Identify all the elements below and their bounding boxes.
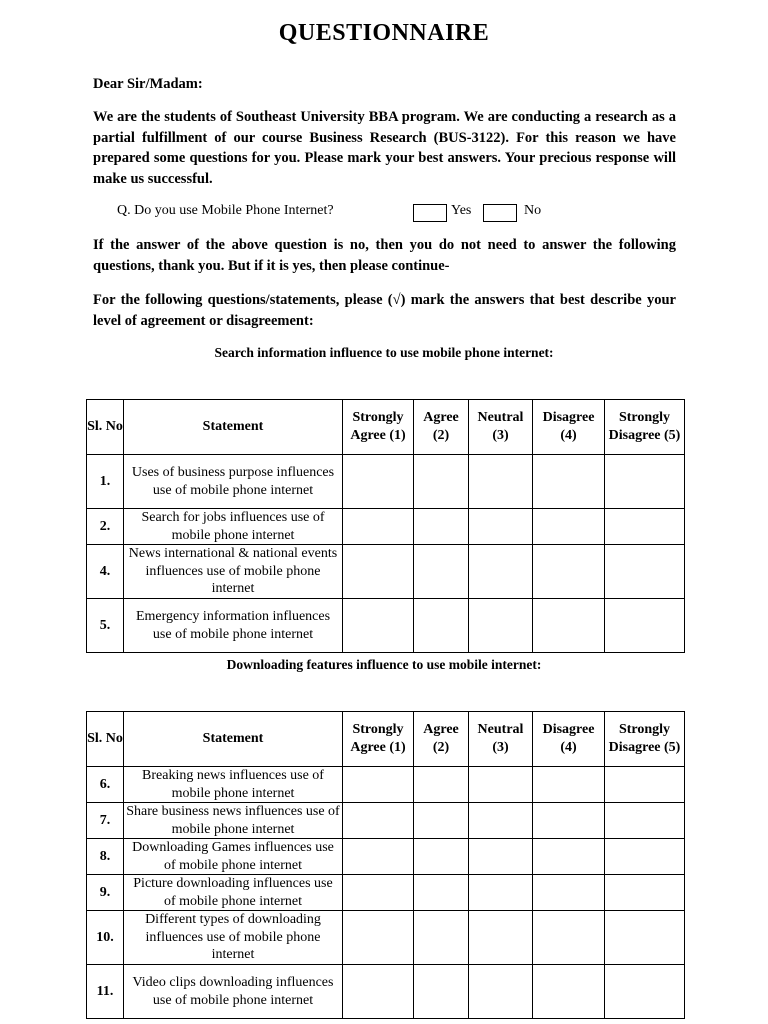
response-cell-agree[interactable] xyxy=(414,599,469,653)
table-row xyxy=(87,839,685,875)
row-number: 1. xyxy=(87,455,124,509)
response-cell-strongly-disagree[interactable] xyxy=(605,599,685,653)
response-cell-neutral[interactable] xyxy=(469,509,533,545)
response-cell-neutral[interactable] xyxy=(469,839,533,875)
response-cell-strongly-disagree[interactable] xyxy=(605,911,685,965)
response-cell-strongly-disagree[interactable] xyxy=(605,545,685,599)
header-agree: Agree (2) xyxy=(414,712,469,767)
no-checkbox[interactable] xyxy=(483,204,517,222)
header-statement: Statement xyxy=(124,712,343,767)
response-cell-disagree[interactable] xyxy=(533,911,605,965)
instructions: For the following questions/statements, please (√) mark the answers that best describe your level of agreement or disagreement: xyxy=(93,292,676,329)
response-cell-strongly-disagree[interactable] xyxy=(605,455,685,509)
section1-title: Search information influence to use mobile phone internet: xyxy=(214,345,554,360)
row-statement: Share business news influences use of mobile phone internet xyxy=(124,803,343,839)
response-cell-strongly-agree[interactable] xyxy=(343,767,414,803)
header-sl-no: Sl. No xyxy=(87,712,124,767)
response-cell-agree[interactable] xyxy=(414,875,469,911)
response-cell-neutral[interactable] xyxy=(469,965,533,1019)
response-cell-disagree[interactable] xyxy=(533,455,605,509)
response-cell-agree[interactable] xyxy=(414,509,469,545)
response-cell-agree[interactable] xyxy=(414,965,469,1019)
yes-checkbox[interactable] xyxy=(413,204,447,222)
table-row xyxy=(87,455,685,509)
response-cell-agree[interactable] xyxy=(414,455,469,509)
response-cell-strongly-agree[interactable] xyxy=(343,509,414,545)
page-title: QUESTIONNAIRE xyxy=(278,20,490,46)
yes-label: Yes xyxy=(451,203,472,218)
response-cell-strongly-disagree[interactable] xyxy=(605,839,685,875)
header-disagree: Disagree (4) xyxy=(533,712,605,767)
response-cell-disagree[interactable] xyxy=(533,599,605,653)
row-statement: Breaking news influences use of mobile phone internet xyxy=(124,767,343,803)
table-row xyxy=(87,911,685,965)
row-number: 8. xyxy=(87,839,124,875)
response-cell-strongly-agree[interactable] xyxy=(343,839,414,875)
table-row xyxy=(87,803,685,839)
response-cell-disagree[interactable] xyxy=(533,965,605,1019)
table-row xyxy=(87,965,685,1019)
intro-paragraph: We are the students of Southeast University BBA program. We are conducting a research as a partial fulfillment of our course Business Research (BUS-3122). For this reason we have prepared some questions for you. Please mark your best answers. Your precious response will make us successful. xyxy=(93,109,676,187)
response-cell-agree[interactable] xyxy=(414,911,469,965)
response-cell-neutral[interactable] xyxy=(469,911,533,965)
response-cell-neutral[interactable] xyxy=(469,767,533,803)
row-number: 2. xyxy=(87,509,124,545)
downloading-features-table xyxy=(86,711,685,1019)
row-number: 6. xyxy=(87,767,124,803)
response-cell-agree[interactable] xyxy=(414,803,469,839)
response-cell-neutral[interactable] xyxy=(469,455,533,509)
table-row xyxy=(87,875,685,911)
row-number: 9. xyxy=(87,875,124,911)
response-cell-agree[interactable] xyxy=(414,767,469,803)
header-strongly-disagree: Strongly Disagree (5) xyxy=(605,400,685,455)
row-number: 5. xyxy=(87,599,124,653)
row-statement: News international & national events influences use of mobile phone internet xyxy=(124,545,343,599)
header-sl-no: Sl. No xyxy=(87,400,124,455)
response-cell-strongly-agree[interactable] xyxy=(343,599,414,653)
response-cell-strongly-agree[interactable] xyxy=(343,875,414,911)
response-cell-strongly-agree[interactable] xyxy=(343,455,414,509)
row-statement: Video clips downloading influences use of mobile phone internet xyxy=(124,965,343,1019)
response-cell-strongly-agree[interactable] xyxy=(343,965,414,1019)
response-cell-disagree[interactable] xyxy=(533,509,605,545)
header-strongly-agree: Strongly Agree (1) xyxy=(343,400,414,455)
response-cell-strongly-agree[interactable] xyxy=(343,911,414,965)
row-statement: Emergency information influences use of mobile phone internet xyxy=(124,599,343,653)
response-cell-strongly-disagree[interactable] xyxy=(605,803,685,839)
response-cell-agree[interactable] xyxy=(414,839,469,875)
response-cell-strongly-disagree[interactable] xyxy=(605,875,685,911)
header-disagree: Disagree (4) xyxy=(533,400,605,455)
response-cell-strongly-agree[interactable] xyxy=(343,803,414,839)
header-neutral: Neutral (3) xyxy=(469,400,533,455)
greeting: Dear Sir/Madam: xyxy=(93,76,203,92)
row-statement: Downloading Games influences use of mobile phone internet xyxy=(124,839,343,875)
response-cell-strongly-disagree[interactable] xyxy=(605,767,685,803)
screening-question: Q. Do you use Mobile Phone Internet? xyxy=(117,203,334,218)
header-statement: Statement xyxy=(124,400,343,455)
row-statement: Different types of downloading influences use of mobile phone internet xyxy=(124,911,343,965)
header-neutral: Neutral (3) xyxy=(469,712,533,767)
no-label: No xyxy=(524,203,542,218)
row-number: 4. xyxy=(87,545,124,599)
table-row xyxy=(87,599,685,653)
section2-title: Downloading features influence to use mobile internet: xyxy=(226,657,542,672)
row-number: 10. xyxy=(87,911,124,965)
skip-note: If the answer of the above question is no, then you do not need to answer the following questions, thank you. But if it is yes, then please continue- xyxy=(93,237,676,274)
table-row xyxy=(87,509,685,545)
response-cell-neutral[interactable] xyxy=(469,599,533,653)
row-statement: Search for jobs influences use of mobile phone internet xyxy=(124,509,343,545)
row-number: 7. xyxy=(87,803,124,839)
table-row xyxy=(87,545,685,599)
row-statement: Picture downloading influences use of mobile phone internet xyxy=(124,875,343,911)
header-strongly-agree: Strongly Agree (1) xyxy=(343,712,414,767)
response-cell-neutral[interactable] xyxy=(469,803,533,839)
response-cell-disagree[interactable] xyxy=(533,803,605,839)
response-cell-strongly-disagree[interactable] xyxy=(605,509,685,545)
response-cell-disagree[interactable] xyxy=(533,875,605,911)
response-cell-strongly-disagree[interactable] xyxy=(605,965,685,1019)
row-statement: Uses of business purpose influences use of mobile phone internet xyxy=(124,455,343,509)
response-cell-agree[interactable] xyxy=(414,545,469,599)
header-agree: Agree (2) xyxy=(414,400,469,455)
response-cell-disagree[interactable] xyxy=(533,839,605,875)
header-strongly-disagree: Strongly Disagree (5) xyxy=(605,712,685,767)
response-cell-disagree[interactable] xyxy=(533,767,605,803)
response-cell-disagree[interactable] xyxy=(533,545,605,599)
response-cell-neutral[interactable] xyxy=(469,545,533,599)
search-information-table xyxy=(86,399,685,653)
response-cell-neutral[interactable] xyxy=(469,875,533,911)
table-row xyxy=(87,767,685,803)
row-number: 11. xyxy=(87,965,124,1019)
response-cell-strongly-agree[interactable] xyxy=(343,545,414,599)
